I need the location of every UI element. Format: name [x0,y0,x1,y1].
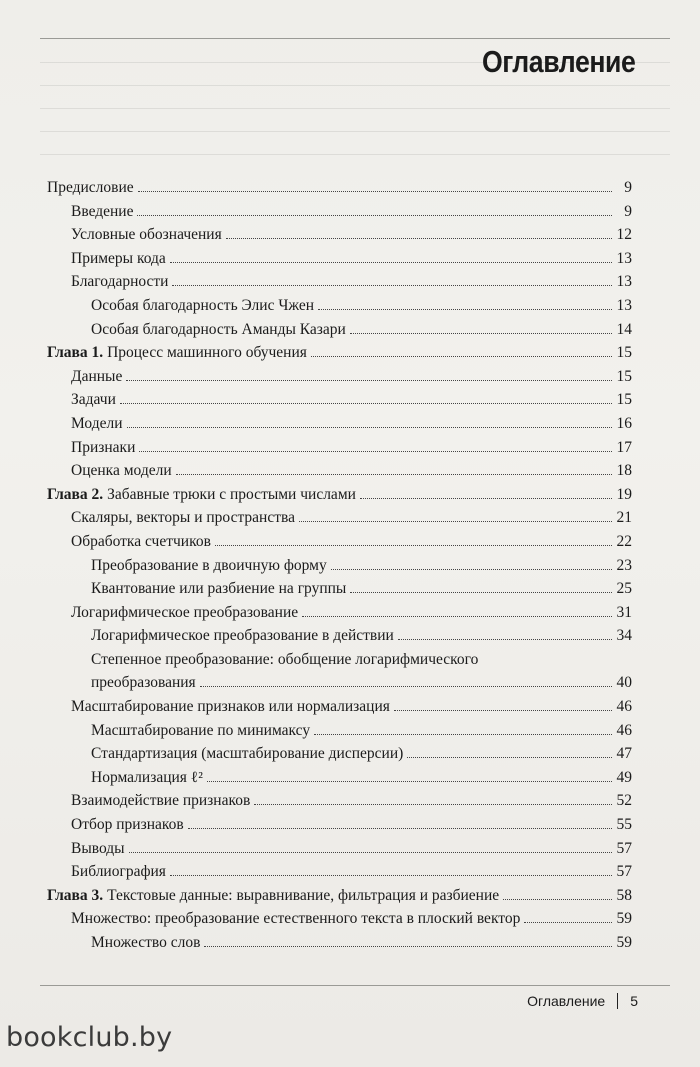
toc-entry-title [47,179,134,196]
toc-entry-title [91,627,394,644]
toc-page-number: 57 [616,839,632,857]
toc-entry [47,910,632,927]
dot-leader [350,333,612,334]
toc-entry-text: Процесс машинного обучения [103,344,307,362]
dot-leader [120,403,612,404]
toc-entry-text: Логарифмическое преобразование в действии [91,627,394,645]
toc-page-number: 52 [616,792,632,810]
toc-entry [47,580,632,597]
dot-leader [398,639,612,640]
toc-page-number: 49 [616,768,632,786]
toc-entry [47,415,632,432]
dot-leader [394,710,612,711]
toc-page-number: 15 [616,344,632,362]
toc-page-number: 17 [616,438,632,456]
toc-entry-text: Отбор признаков [71,816,184,834]
dot-leader [503,899,612,900]
dot-leader [302,616,612,617]
dot-leader [129,852,612,853]
page-title: Оглавление [481,44,635,79]
toc-entry [47,273,632,290]
toc-entry-title [71,863,166,880]
toc-entry-title [71,509,295,526]
dot-leader [207,781,612,782]
toc-entry-text: Квантование или разбиение на группы [91,580,347,598]
dot-leader [170,875,612,876]
toc-entry-text: Нормализация ℓ² [91,768,203,786]
toc-entry [47,863,632,880]
toc-page-number: 31 [616,603,632,621]
toc-entry [47,226,632,243]
toc-entry-text: Модели [71,414,123,432]
toc-entry [47,509,632,526]
toc-entry-text: Взаимодействие признаков [71,792,251,810]
chapter-number: Глава 2. [47,485,104,503]
toc-entry-title [71,439,135,456]
toc-entry-text: Особая благодарность Элис Чжен [91,296,315,314]
toc-entry-text: Выводы [71,839,125,857]
toc-entry-title [71,226,222,243]
footer-separator [617,993,618,1009]
dot-leader [314,734,612,735]
chapter-number: Глава 3. [47,886,104,904]
toc-page-number: 23 [616,556,632,574]
toc-entry [47,769,632,786]
toc-entry-title [91,580,346,597]
toc-entry [47,674,632,691]
toc-page-number: 18 [616,462,632,480]
toc-entry-title [91,745,403,762]
toc-entry-text: Масштабирование по минимаксу [91,721,311,739]
toc-entry-text: Благодарности [71,273,169,291]
toc-entry-title [47,887,499,904]
toc-entry-title [71,910,520,927]
dot-leader [524,922,612,923]
toc-entry-title [47,344,307,361]
toc-entry [47,533,632,550]
chapter-number: Глава 1. [47,344,104,362]
footer-section-label: Оглавление [527,993,606,1009]
toc-entry [47,698,632,715]
dot-leader [318,309,612,310]
watermark: bookclub.by [6,1022,173,1053]
table-of-contents [47,179,632,958]
toc-entry-text: Множество слов [91,934,201,951]
toc-page-number: 9 [624,179,632,196]
running-footer [527,993,638,1009]
toc-page-number: 13 [616,249,632,267]
dot-leader [254,804,612,805]
toc-entry-text: Признаки [71,438,136,456]
dot-leader [170,262,612,263]
toc-entry-text: Логарифмическое преобразование [71,603,299,621]
dot-leader [215,545,612,546]
toc-entry [47,840,632,857]
toc-entry [47,344,632,361]
toc-page-number: 57 [616,863,632,881]
toc-entry-title [91,769,203,786]
toc-entry [47,486,632,503]
toc-entry-title [71,840,125,857]
toc-entry [47,462,632,479]
toc-entry [47,934,632,951]
dot-leader [299,521,612,522]
toc-entry-title [91,321,346,338]
toc-entry-title [91,557,327,574]
toc-entry-text: Стандартизация (масштабирование дисперсии) [91,745,404,763]
dot-leader [126,380,612,381]
dot-leader [139,451,612,452]
dot-leader [172,285,612,286]
toc-entry [47,391,632,408]
toc-entry-text: Примеры кода [71,249,166,267]
toc-entry-text: Масштабирование признаков или нормализация [71,698,390,716]
toc-entry-title [71,415,123,432]
dot-leader [176,474,612,475]
toc-entry-title [71,792,250,809]
toc-page-number: 46 [616,721,632,739]
toc-page-number: 12 [616,226,632,244]
toc-entry-text: Особая благодарность Аманды Казари [91,320,346,338]
toc-entry-text: Задачи [71,391,116,409]
toc-entry-text: Текстовые данные: выравнивание, фильтрация и разбиение [103,886,500,904]
dot-leader [331,569,612,570]
toc-entry-title [71,604,298,621]
toc-entry-title [71,368,122,385]
toc-entry [47,745,632,762]
toc-entry-title [71,816,184,833]
dot-leader [350,592,612,593]
toc-entry [47,816,632,833]
dot-leader [407,757,612,758]
toc-entry-text: Данные [71,367,123,385]
toc-page-number: 16 [616,414,632,432]
toc-entry [47,439,632,456]
bottom-rule [40,985,670,986]
toc-entry-text: преобразования [91,674,196,692]
toc-entry [47,722,632,739]
toc-entry-wrapped [47,651,632,692]
toc-entry-title [71,698,390,715]
dot-leader [127,427,613,428]
toc-entry-title [71,203,133,220]
toc-entry [47,321,632,338]
toc-page-number: 58 [616,886,632,904]
dot-leader [226,238,612,239]
toc-page-number: 13 [616,273,632,291]
toc-page-number: 40 [616,674,632,692]
footer-page-number: 5 [630,993,638,1009]
toc-entry-title [71,462,172,479]
toc-entry [47,604,632,621]
toc-page-number: 22 [616,532,632,550]
toc-page-number: 25 [616,580,632,598]
top-rule [40,38,670,39]
toc-page-number: 46 [616,698,632,716]
toc-entry-title-line1: Степенное преобразование: обобщение логарифмического [91,650,479,668]
toc-page-number: 15 [616,367,632,385]
toc-page-number: 59 [616,934,632,951]
toc-entry [47,627,632,644]
toc-entry [47,179,632,196]
toc-page-number: 21 [616,509,632,527]
dot-leader [204,946,612,947]
toc-entry [47,250,632,267]
dot-leader [188,828,612,829]
toc-entry-text: Предисловие [47,179,134,196]
toc-entry [47,203,632,220]
dot-leader [311,356,612,357]
toc-entry-text: Оценка модели [71,462,172,480]
toc-entry-title [71,250,166,267]
dot-leader [200,686,612,687]
toc-entry-title [91,934,200,951]
toc-entry-title [47,486,356,503]
toc-entry-text: Условные обозначения [71,226,222,244]
toc-page-number: 15 [616,391,632,409]
toc-entry-title [71,391,116,408]
toc-entry-title [71,533,211,550]
toc-entry-text: Обработка счетчиков [71,532,211,550]
toc-entry-text: Множество: преобразование естественного текста в плоский вектор [71,910,521,928]
toc-page-number: 19 [616,485,632,503]
toc-entry-text: Введение [71,202,134,220]
dot-leader [360,498,612,499]
dot-leader [137,215,612,216]
toc-page-number: 59 [616,910,632,928]
toc-entry-title [91,722,310,739]
toc-entry-title [71,273,168,290]
toc-entry-title [91,297,314,314]
toc-entry [47,887,632,904]
toc-entry [47,368,632,385]
toc-page-number: 55 [616,816,632,834]
toc-entry [47,792,632,809]
toc-page-number: 9 [624,202,632,220]
toc-entry-title [91,674,196,691]
toc-page-number: 13 [616,296,632,314]
toc-entry-text: Забавные трюки с простыми числами [103,485,356,503]
toc-entry-text: Преобразование в двоичную форму [91,556,327,574]
toc-entry-text: Библиография [71,863,166,881]
toc-page-number: 34 [616,627,632,645]
dot-leader [138,191,612,192]
toc-entry-text: Скаляры, векторы и пространства [71,509,295,527]
toc-entry [47,297,632,314]
toc-page-number: 14 [616,320,632,338]
toc-page-number: 47 [616,745,632,763]
toc-entry [47,557,632,574]
